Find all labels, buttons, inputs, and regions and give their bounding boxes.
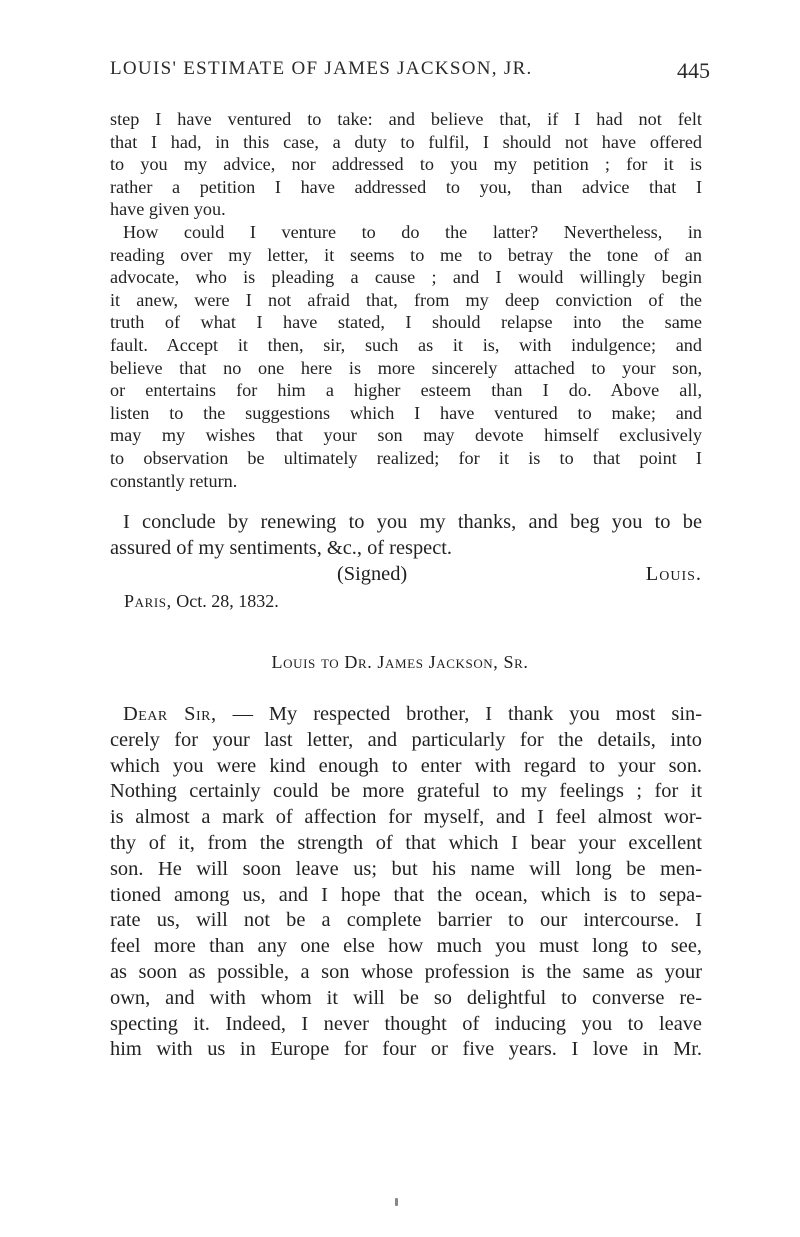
letter-heading: Louis to Dr. James Jackson, Sr. xyxy=(271,652,529,672)
text-line: rather a petition I have addressed to you, than advice that I xyxy=(110,176,702,197)
text-line: I conclude by renewing to you my thanks, and beg you to be xyxy=(123,511,702,533)
text-line: own, and with whom it will be so delightful to converse re- xyxy=(110,986,702,1009)
text-line: is almost a mark of affection for myself, and I feel almost wor- xyxy=(110,806,702,829)
dateline xyxy=(124,591,279,612)
text-line: tioned among us, and I hope that the ocean, which is to sepa- xyxy=(110,883,702,906)
text-line: to observation be ultimately realized; for it is to that point I xyxy=(110,447,702,468)
next-letter-body xyxy=(110,702,702,1063)
signer-name: Louis. xyxy=(645,563,702,585)
text-line: advocate, who is pleading a cause ; and I would willingly begin xyxy=(110,267,702,288)
first-line-text: — My respected brother, I thank you most sin- xyxy=(216,703,702,725)
text-line: which you were kind enough to enter with regard to your son. xyxy=(110,754,702,777)
text-line: Nothing certainly could be more grateful to my feelings ; for it xyxy=(110,780,702,803)
text-line: him with us in Europe for four or five years. I love in Mr. xyxy=(110,1038,702,1061)
text-line: believe that no one here is more sincerely attached to your son, xyxy=(110,357,702,378)
text-line: fault. Accept it then, sir, such as it is, with indulgence; and xyxy=(110,334,702,355)
text-line: reading over my letter, it seems to me to betray the tone of an xyxy=(110,244,702,265)
text-line: truth of what I have stated, I should relapse into the same xyxy=(110,312,702,333)
running-head-title: LOUIS' ESTIMATE OF JAMES JACKSON, JR. xyxy=(110,58,533,79)
date-place: Paris, xyxy=(124,591,172,611)
text-line: cerely for your last letter, and particularly for the details, into xyxy=(110,728,702,751)
text-line: specting it. Indeed, I never thought of inducing you to leave xyxy=(110,1012,702,1035)
text-line: feel more than any one else how much you must long to see, xyxy=(110,935,702,958)
letter-end-body xyxy=(110,108,702,492)
text-line: as soon as possible, a son whose profession is the same as your xyxy=(110,960,702,983)
text-line: may my wishes that your son may devote himself exclusively xyxy=(110,425,702,446)
text-line: thy of it, from the strength of that which I bear your excellent xyxy=(110,831,702,854)
signed-label: (Signed) xyxy=(337,563,408,585)
text-line: it anew, were I not afraid that, from my deep conviction of the xyxy=(110,289,702,310)
text-line: constantly return. xyxy=(110,470,238,491)
text-line: or entertains for him a higher esteem than I do. Above all, xyxy=(110,380,702,401)
signature-row xyxy=(110,563,702,589)
date-text: Oct. 28, 1832. xyxy=(176,591,279,611)
text-line: rate us, will not be a complete barrier to our intercourse. I xyxy=(110,909,702,932)
letter-closing xyxy=(110,510,702,562)
text-line: How could I venture to do the latter? Nevertheless, in xyxy=(123,221,702,242)
text-line: listen to the suggestions which I have ventured to make; and xyxy=(110,402,702,423)
ink-speck xyxy=(395,1198,398,1206)
page-number: 445 xyxy=(677,58,710,83)
text-line: step I have ventured to take: and believe that, if I had not felt xyxy=(110,109,702,129)
text-line: son. He will soon leave us; but his name will long be men- xyxy=(110,857,702,880)
text-line: assured of my sentiments, &c., of respect. xyxy=(110,536,453,559)
text-line: to you my advice, nor addressed to you my petition ; for it is xyxy=(110,154,702,175)
text-line: have given you. xyxy=(110,199,226,220)
first-line xyxy=(110,702,702,728)
salutation: Dear Sir, xyxy=(123,703,217,725)
text-line: that I had, in this case, a duty to fulfil, I should not have offered xyxy=(110,131,702,152)
